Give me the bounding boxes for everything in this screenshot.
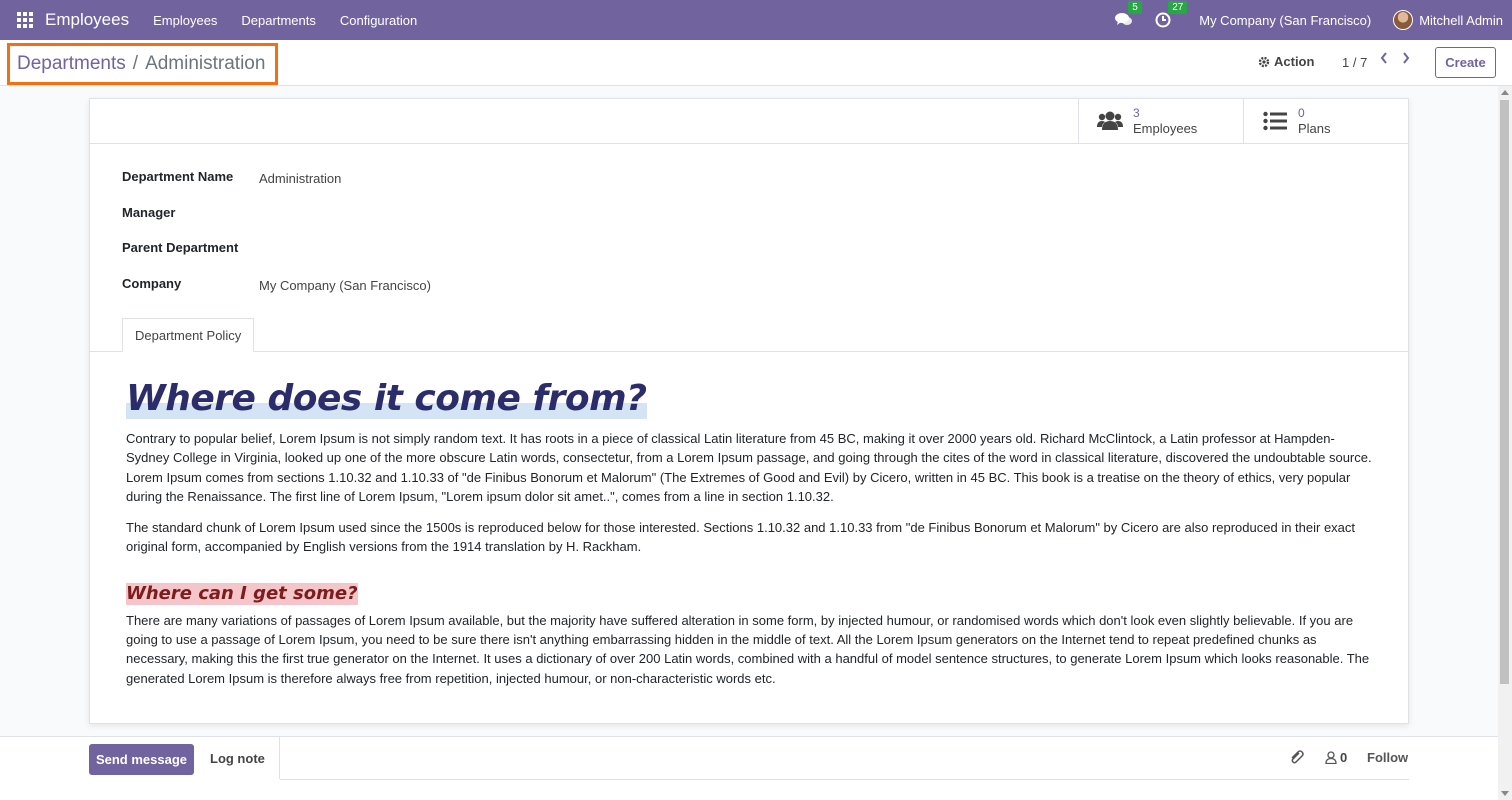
activities-badge: 27 <box>1168 1 1187 14</box>
policy-paragraph-2: The standard chunk of Lorem Ipsum used since the 1500s is reproduced below for those interested. Sections 1.10.32 and 1.10.33 from "de Finibus Bonorum et Malorum" by Cicero are also reproduced in their exact original form, accompanied by English versions from the 1914 translation by H. Rackham. <box>126 520 1356 555</box>
paperclip-icon[interactable] <box>1288 749 1304 768</box>
chatter-line <box>280 779 1409 780</box>
breadcrumb-parent-link[interactable]: Departments <box>17 53 126 74</box>
pager-value[interactable]: 1 / 7 <box>1342 55 1368 70</box>
page-scrollbar[interactable] <box>1498 86 1512 800</box>
scrollbar-thumb[interactable] <box>1500 100 1509 684</box>
form-sheet <box>89 98 1409 724</box>
breadcrumb <box>7 43 278 85</box>
smart-button-box <box>90 99 1408 144</box>
clock-icon <box>1155 12 1171 28</box>
manager-label: Manager <box>122 205 176 220</box>
department-name-field[interactable]: Administration <box>259 171 342 186</box>
employees-label: Employees <box>1133 121 1198 136</box>
policy-paragraph-3: There are many variations of passages of Lorem Ipsum available, but the majority have suffered alteration in some form, by injected humour, or randomised words which don't look even slightly believable. If you are going to use a passage of Lorem Ipsum, you need to be sure there isn't anything embarrassing hidden in the middle of text. All the Lorem Ipsum generators on the Internet tend to repeat predefined chunks as necessary, making this the first true generator on the Internet. It uses a dictionary of over 200 Latin words, combined with a handful of model sentence structures, to generate Lorem Ipsum which looks reasonable. The generated Lorem Ipsum is therefore always free from repetition, injected humour, or non-characteristic words etc. <box>126 612 1370 686</box>
manager-field[interactable] <box>259 207 659 223</box>
policy-heading-2: Where can I get some? <box>126 582 358 604</box>
followers-count: 0 <box>1340 750 1348 765</box>
send-message-button[interactable]: Send message <box>89 744 194 775</box>
gear-icon <box>1258 56 1270 68</box>
action-menu-button[interactable] <box>1258 54 1314 69</box>
company-switcher[interactable]: My Company (San Francisco) <box>1199 12 1372 28</box>
department-policy-editor[interactable] <box>126 379 1376 700</box>
create-button[interactable]: Create <box>1435 47 1496 78</box>
chat-icon <box>1115 12 1133 28</box>
list-icon <box>1262 111 1288 131</box>
menu-employees[interactable]: Employees <box>153 12 218 28</box>
followers-button[interactable] <box>1325 750 1347 765</box>
action-label: Action <box>1274 54 1315 69</box>
chatter <box>0 736 1512 800</box>
parent-department-label: Parent Department <box>122 240 239 255</box>
app-name[interactable]: Employees <box>45 10 130 29</box>
department-name-label: Department Name <box>122 169 234 184</box>
menu-departments[interactable]: Departments <box>241 12 316 28</box>
messages-badge: 5 <box>1128 1 1142 14</box>
breadcrumb-current: Administration <box>145 53 266 74</box>
messages-button[interactable] <box>1115 2 1138 28</box>
plans-label: Plans <box>1298 121 1331 136</box>
scroll-down-arrow-icon[interactable] <box>1501 791 1509 796</box>
menu-configuration[interactable]: Configuration <box>339 12 418 28</box>
top-navbar <box>0 0 1512 40</box>
user-menu[interactable]: Mitchell Admin <box>1419 12 1503 28</box>
user-avatar[interactable] <box>1393 10 1413 30</box>
user-icon <box>1325 751 1337 764</box>
plans-count: 0 <box>1298 106 1305 120</box>
scroll-up-arrow-icon[interactable] <box>1501 90 1509 95</box>
control-panel <box>0 40 1512 86</box>
apps-menu-icon[interactable] <box>17 12 33 28</box>
log-note-button[interactable]: Log note <box>210 751 265 766</box>
employees-smart-button[interactable] <box>1078 99 1243 143</box>
activities-button[interactable] <box>1155 2 1184 28</box>
plans-smart-button[interactable] <box>1243 99 1408 143</box>
policy-heading-1: Where does it come from? <box>126 378 647 419</box>
tab-department-policy[interactable]: Department Policy <box>122 318 254 352</box>
policy-paragraph-1: Contrary to popular belief, Lorem Ipsum is not simply random text. It has roots in a piece of classical Latin literature from 45 BC, making it over 2000 years old. Richard McClintock, a Latin professor at Hampden-Sydney College in Virginia, looked up one of the more obscure Latin words, consectetur, from a Lorem Ipsum passage, and going through the cites of the word in classical literature, discovered the undoubtable source. Lorem Ipsum comes from sections 1.10.32 and 1.10.33 of "de Finibus Bonorum et Malorum" (The Extremes of Good and Evil) by Cicero, written in 45 BC. This book is a treatise on the theory of ethics, very popular during the Renaissance. The first line of Lorem Ipsum, "Lorem ipsum dolor sit amet..", comes from a line in section 1.10.32. <box>126 431 1372 504</box>
company-field[interactable]: My Company (San Francisco) <box>259 278 431 293</box>
breadcrumb-separator: / <box>132 53 139 74</box>
chatter-divider <box>279 737 280 779</box>
company-label: Company <box>122 276 182 291</box>
chevron-right-icon[interactable] <box>1402 51 1410 69</box>
tab-divider <box>90 351 1408 352</box>
employees-count: 3 <box>1133 106 1140 120</box>
chevron-left-icon[interactable] <box>1380 51 1388 69</box>
users-icon <box>1097 110 1123 132</box>
parent-department-field[interactable] <box>259 242 659 258</box>
follow-button[interactable]: Follow <box>1367 750 1409 765</box>
